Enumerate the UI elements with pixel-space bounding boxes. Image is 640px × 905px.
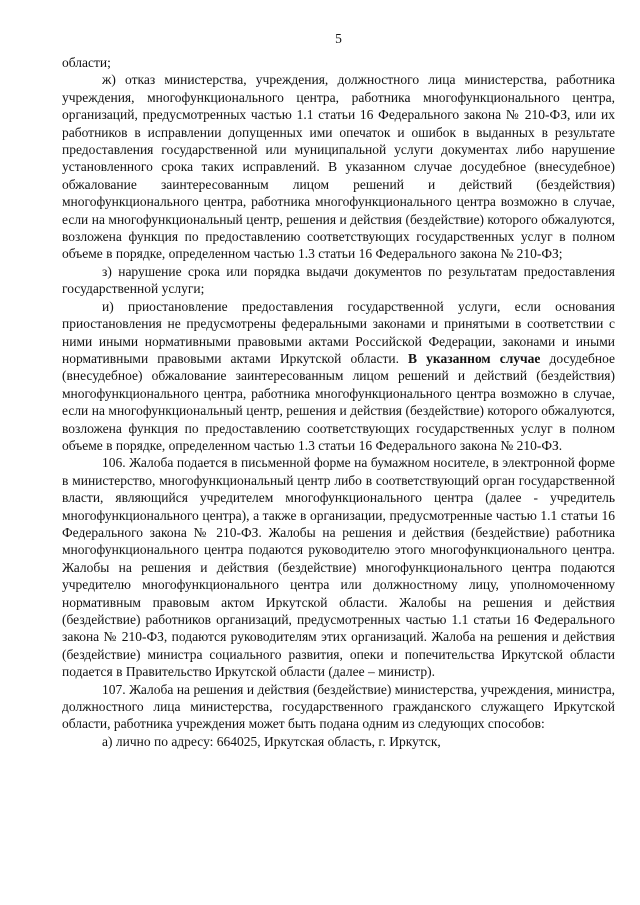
document-body [62,54,615,750]
paragraph-106: 106. Жалоба подается в письменной форме на бумажном носителе, в электронной форме в министерство, многофункциональный центр либо в соответствующий орган государственной власти, являющийся учредителем многофункционального центра (далее - учредитель многофункционального центра), а также в организации, предусмотренные частью 1.1 статьи 16 Федерального закона № 210-ФЗ. Жалобы на решения и действия (бездействие) работника многофункционального центра подаются руководителю этого многофункционального центра. Жалобы на решения и действия (бездействие) многофункционального центра подаются учредителю многофункционального центра или должностному лицу, уполномоченному нормативным правовым актом Иркутской области. Жалобы на решения и действия (бездействие) работников организаций, предусмотренных частью 1.1 статьи 16 Федерального закона № 210-ФЗ, подаются руководителям этих организаций. Жалоба на решения и действия (бездействие) министра социального развития, опеки и попечительства Иркутской области подается в Правительство Иркутской области (далее – министр). [62,455,615,680]
paragraph-item-i-bold-phrase: В указанном случае [408,350,541,366]
paragraph-item-z: з) нарушение срока или порядка выдачи документов по результатам предоставления государственной услуги; [62,263,615,297]
paragraph-107: 107. Жалоба на решения и действия (бездействие) министерства, учреждения, министра, должностного лица министерства, государственного гражданского служащего Иркутской области, работника учреждения может быть подана одним из следующих способов: [62,681,615,732]
paragraph-item-i-text-after: досудебное (внесудебное) обжалование заинтересованным лицом решений и действий (бездействия) многофункционального центра, работника многофункционального центра возможно в случае, если на многофункциональный центр, решения и действия (бездействие) которого обжалуются, возложена функция по предоставлению соответствующих государственных услуг в полном объеме в порядке, определенном частью 1.3 статьи 16 Федерального закона № 210-ФЗ. [62,350,616,453]
paragraph-item-i [62,298,615,455]
page-number: 5 [335,31,342,46]
paragraph-item-zh: ж) отказ министерства, учреждения, должностного лица министерства, работника учреждения, многофункционального центра, работника многофункционального центра, организаций, предусмотренных частью 1.1 статьи 16 Федерального закона № 210-ФЗ, или их работников в исправлении допущенных ими опечаток и ошибок в выданных в результате предоставления государственной или муниципальной услуги документах либо нарушение установленного срока таких исправлений. В указанном случае досудебное (внесудебное) обжалование заинтересованным лицом решений и действий (бездействия) многофункционального центра, работника многофункционального центра возможно в случае, если на многофункциональный центр, решения и действия (бездействие) которого обжалуются, возложена функция по предоставлению соответствующих государственных услуг в полном объеме в порядке, определенном частью 1.3 статьи 16 Федерального закона № 210-ФЗ; [62,72,615,262]
paragraph-item-i-text-before: и) приостановление предоставления государственной услуги, если основания приостановления не предусмотрены федеральными законами и принятыми в соответствии с ними иными нормативными правовыми актами Российской Федерации, законами и иными нормативными правовыми актами Иркутской области. [62,298,615,366]
paragraph-item-a: а) лично по адресу: 664025, Иркутская область, г. Иркутск, [102,733,441,749]
paragraph-continuation: области; [62,55,111,70]
